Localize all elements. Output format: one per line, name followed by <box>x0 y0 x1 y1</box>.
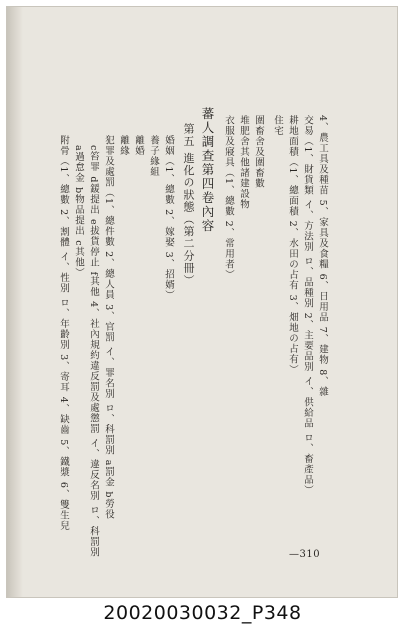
text-column-14: a過怠金 b物品提出 c其他） <box>73 145 84 279</box>
text-column-12: 犯罪及處罰（1、總件數 2、總人員 3、官罰 イ、罪名別 ロ、科罰別 a罰金 b勞役 <box>103 135 114 520</box>
page-binding-shadow <box>7 7 23 597</box>
text-column-5: 圍畜舍及圍畜數 <box>253 115 264 189</box>
text-column-13: c笞罪 d鍰提出 e拔貨停止 f其他 4、社內規約違反罰及處懲罰 イ、違反名別 ロ、科罰別 <box>88 145 99 558</box>
text-column-7: 衣服及寢具（1、總數 2、常用者） <box>223 115 234 281</box>
text-column-11: 離緣 <box>118 135 129 156</box>
section-heading: 蕃人調查第四卷內容 <box>200 107 215 233</box>
text-column-8: 婚姻（1、總數 2、嫁娶 3、招婿） <box>163 135 174 301</box>
chapter-heading: 第五 進化の狀態（第二分冊） <box>182 123 195 287</box>
document-page <box>6 6 398 598</box>
text-column-1: 4、農工具及種苗 5、家具及食糧 6、日用品 7、建物 8、雜 <box>317 115 328 398</box>
text-column-6: 堆肥舍其他諸建設物 <box>238 115 249 210</box>
text-column-15: 附骨（1、總數 2、割體 イ、性別 ロ、年齡別 3、寄耳 4、缺齒 5、鐵漿 6、雙生兒 <box>58 135 69 531</box>
image-caption: 20020030032_P348 <box>103 602 302 624</box>
text-column-10: 離婚 <box>133 135 144 156</box>
text-column-2: 交易（1、財貨類 イ、方法別 ロ、品種別 2、主要品別 イ、供給品 ロ、畜產品） <box>302 115 313 496</box>
page-number: —310 <box>289 549 321 560</box>
text-column-3: 耕地面積（1、總面積 2、水田の占有 3、畑地の占有） <box>287 115 298 376</box>
text-column-9: 養子緣組 <box>148 135 159 177</box>
text-column-4: 住宅 <box>272 115 283 136</box>
